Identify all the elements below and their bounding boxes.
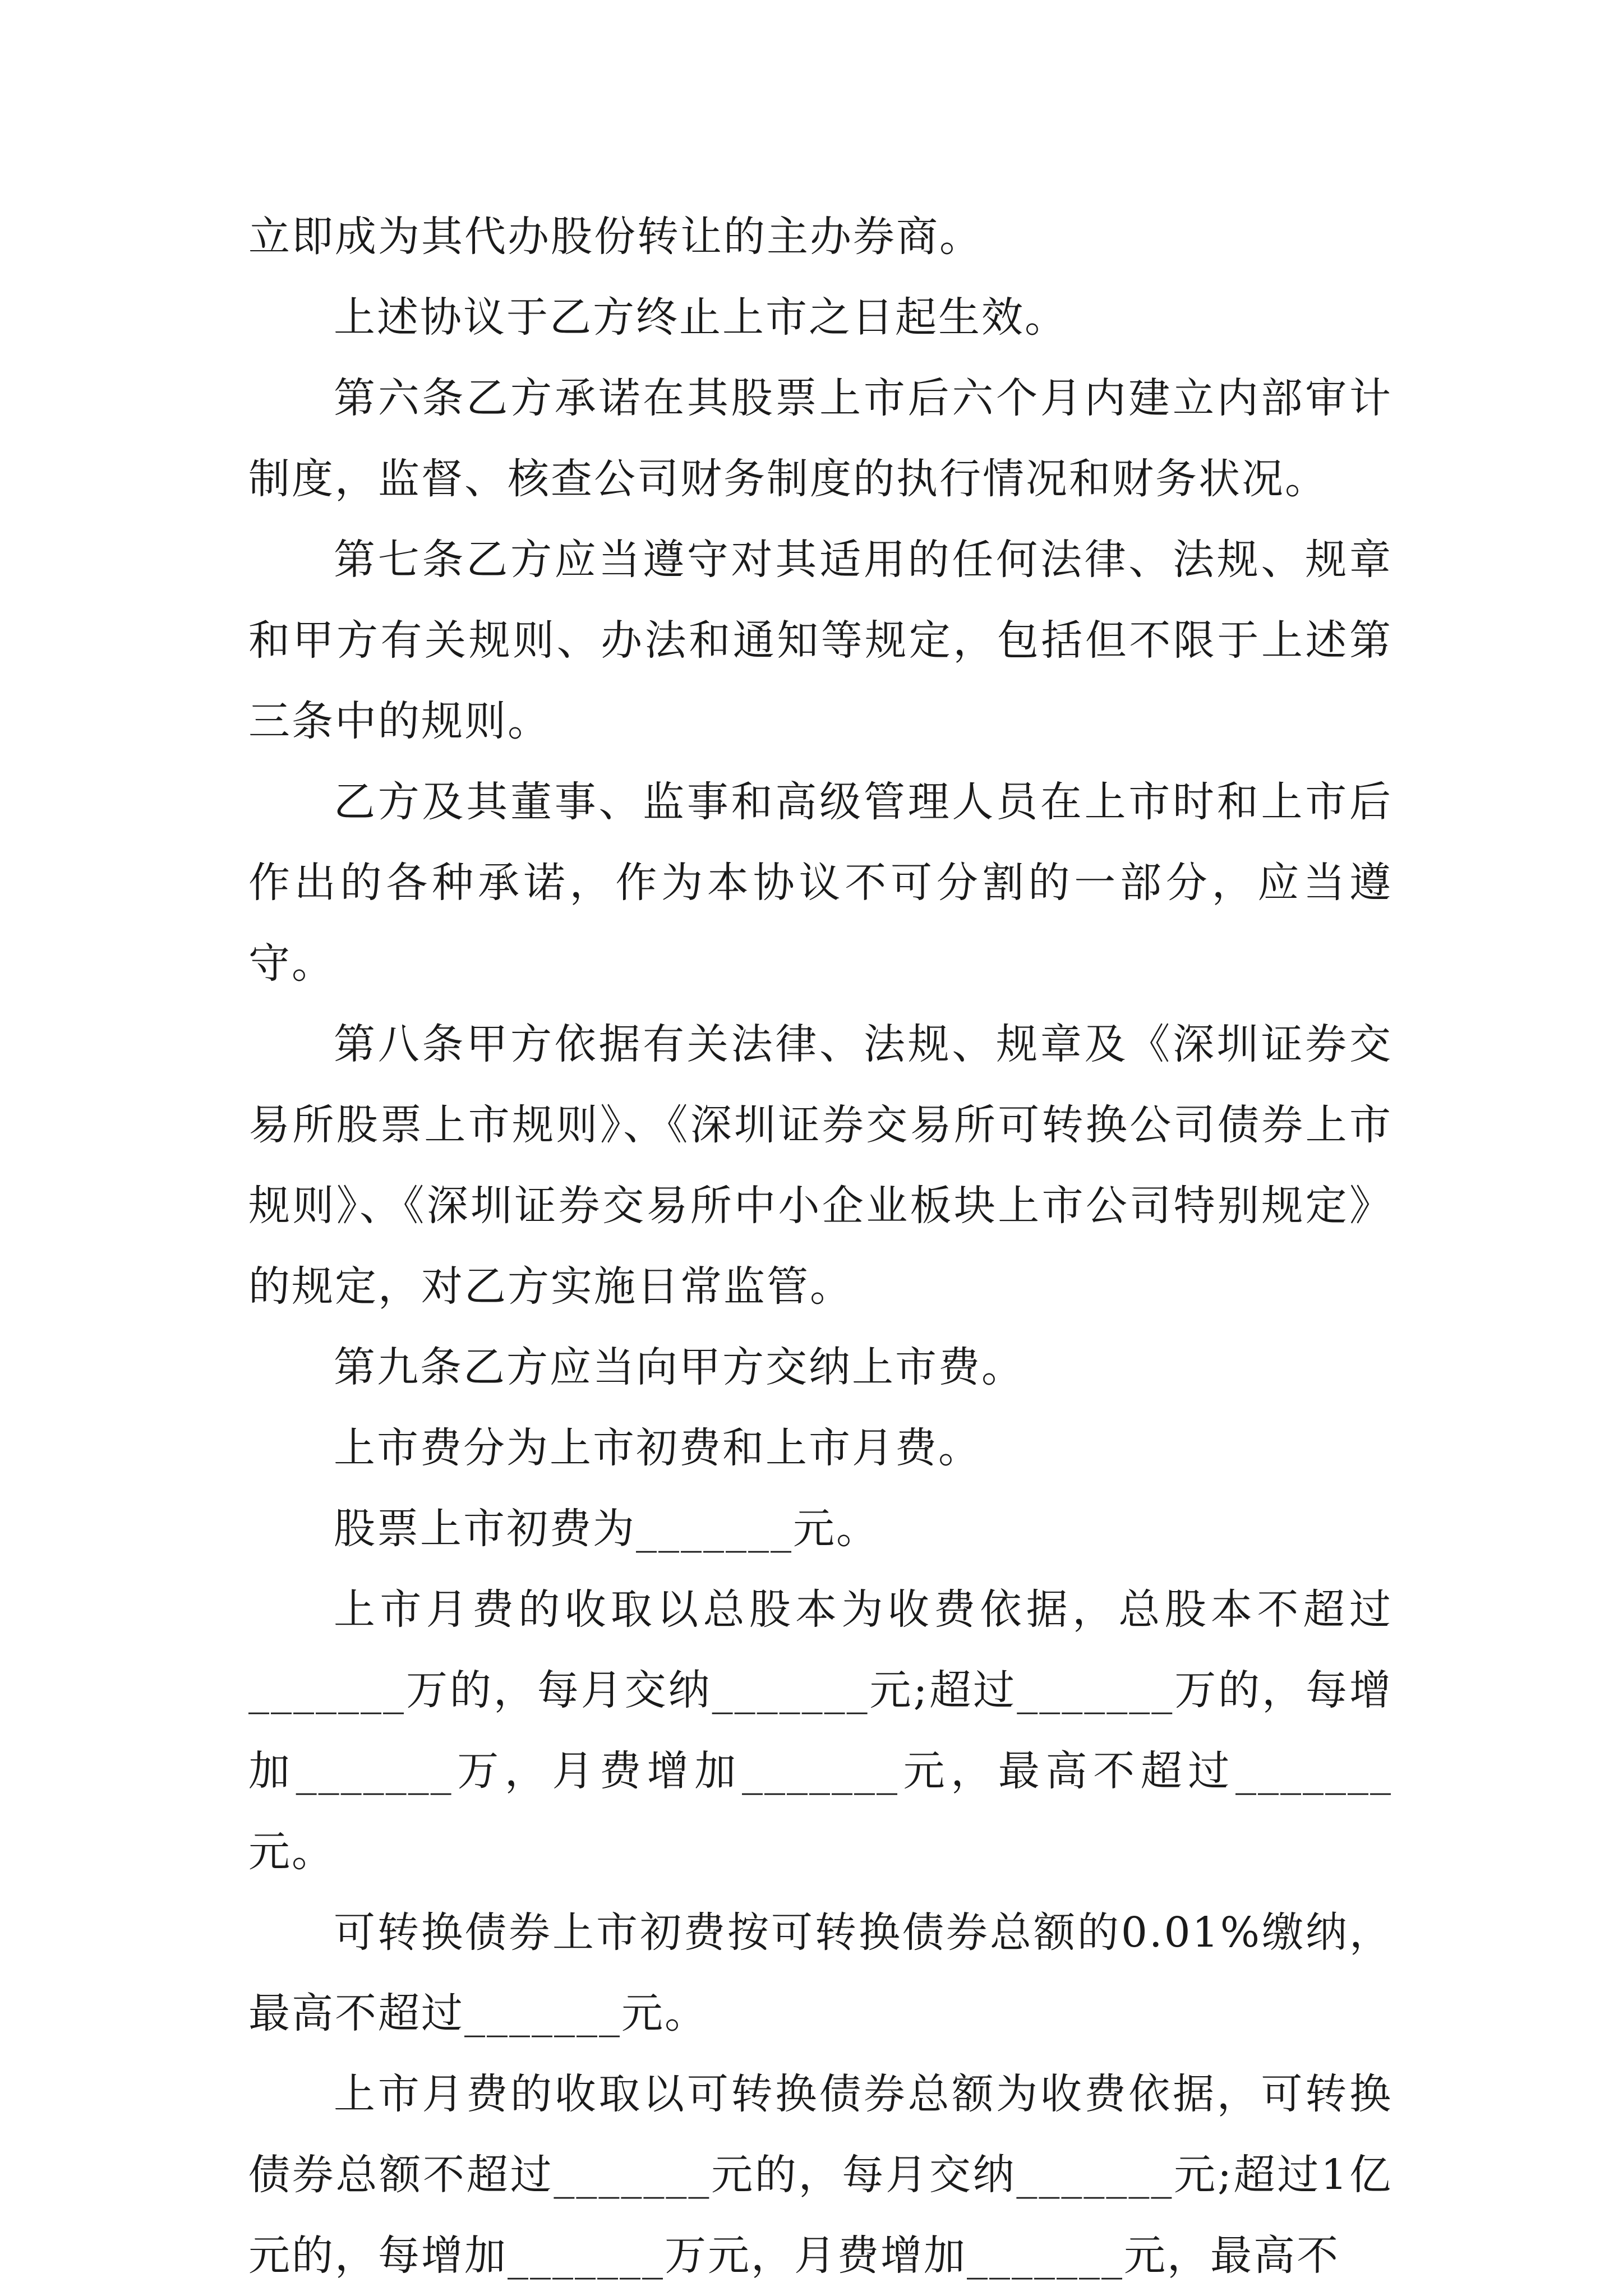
paragraph-commitments: 乙方及其董事、监事和高级管理人员在上市时和上市后作出的各种承诺，作为本协议不可分割的一部分，应当遵守。 — [248, 778, 1393, 988]
document-body — [248, 196, 1393, 2296]
paragraph-bond-initial-fee: 可转换债券上市初费按可转换债券总额的0.01%缴纳，最高不超过_______元。 — [248, 1908, 1393, 2037]
paragraph-continuation: 立即成为其代办股份转让的主办券商。 — [248, 213, 983, 261]
paragraph-bond-monthly-fee: 上市月费的收取以可转换债券总额为收费依据，可转换债券总额不超过_______元的，每月交纳_______元;超过1亿元的，每增加_______万元，月费增加_______元，最高不 — [248, 2070, 1393, 2280]
paragraph-fee-types: 上市费分为上市初费和上市月费。 — [334, 1424, 981, 1472]
paragraph-article-6: 第六条乙方承诺在其股票上市后六个月内建立内部审计制度，监督、核查公司财务制度的执行情况和财务状况。 — [248, 374, 1393, 503]
paragraph-effective-date: 上述协议于乙方终止上市之日起生效。 — [334, 293, 1068, 342]
paragraph-article-8: 第八条甲方依据有关法律、法规、规章及《深圳证券交易所股票上市规则》、《深圳证券交易所可转换公司债券上市规则》、《深圳证券交易所中小企业板块上市公司特别规定》的规定，对乙方实施日常监管。 — [248, 1020, 1393, 1311]
paragraph-article-9: 第九条乙方应当向甲方交纳上市费。 — [334, 1343, 1025, 1391]
paragraph-article-7: 第七条乙方应当遵守对其适用的任何法律、法规、规章和甲方有关规则、办法和通知等规定，包括但不限于上述第三条中的规则。 — [248, 536, 1393, 745]
paragraph-stock-initial-fee: 股票上市初费为_______元。 — [334, 1505, 879, 1553]
paragraph-stock-monthly-fee: 上市月费的收取以总股本为收费依据，总股本不超过_______万的，每月交纳_______元;超过_______万的，每增加_______万，月费增加_______元，最高不超过_______元。 — [248, 1585, 1393, 1876]
